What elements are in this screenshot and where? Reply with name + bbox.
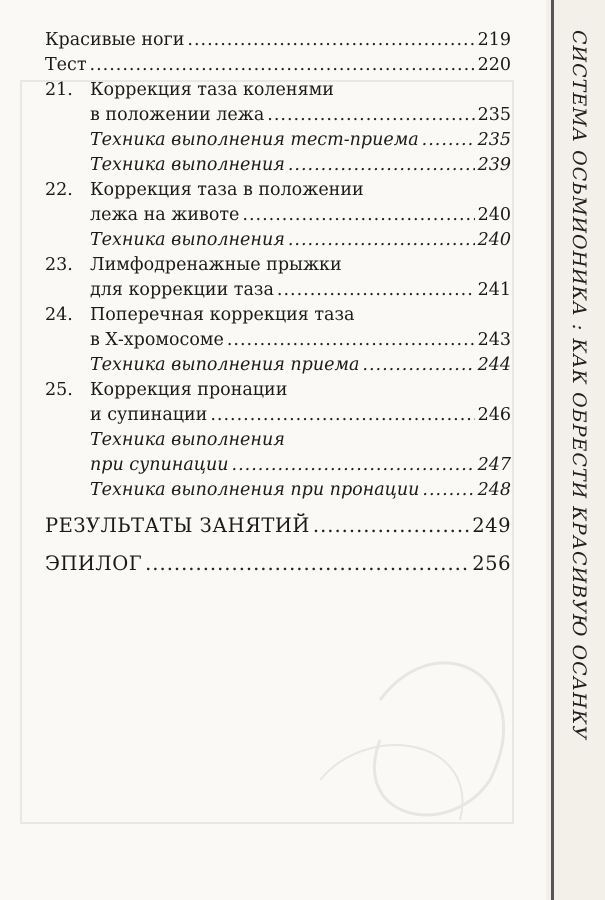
toc-entry [45, 253, 511, 278]
table-of-contents [45, 28, 511, 583]
toc-entry-title: Поперечная коррекция таза [90, 305, 355, 325]
toc-entry-title: Техника выполнения при пронации [90, 480, 420, 500]
toc-page-number: 247 [477, 455, 511, 475]
toc-entry-title: Коррекция пронации [90, 380, 288, 400]
toc-entry [45, 228, 511, 253]
toc-entry-title: для коррекции таза [90, 280, 274, 300]
running-header [556, 30, 602, 870]
toc-entry-title: и супинации [90, 405, 208, 425]
toc-entry [45, 403, 511, 428]
toc-entry-title: в положении лежа [90, 105, 265, 125]
spine-divider [551, 0, 554, 900]
toc-page-number: 248 [477, 480, 511, 500]
toc-entry-title: Техника выполнения [90, 155, 285, 175]
toc-entry-title: Техника выполнения тест-приема [90, 130, 419, 150]
toc-entry-title: Техника выполнения приема [90, 355, 360, 375]
toc-entry [45, 78, 511, 103]
dot-leader [145, 545, 469, 583]
toc-entry-number: 25. [45, 380, 73, 400]
toc-page-number: 249 [472, 514, 511, 537]
toc-entry-title: Тест [45, 55, 87, 75]
dot-leader [422, 478, 474, 503]
toc-page-number: 220 [477, 55, 511, 75]
toc-entry [45, 428, 511, 453]
toc-entry-title: Лимфодренажные прыжки [90, 255, 342, 275]
toc-entry [45, 203, 511, 228]
dot-leader [242, 203, 474, 228]
toc-entry [45, 103, 511, 128]
toc-entry [45, 53, 511, 78]
toc-entry [45, 453, 511, 478]
dot-leader [267, 103, 474, 128]
dot-leader [313, 507, 469, 545]
toc-entry-title: Коррекция таза коленями [90, 80, 334, 100]
toc-page-number: 256 [472, 552, 511, 575]
dot-leader [277, 278, 475, 303]
toc-page-number: 246 [477, 405, 511, 425]
toc-entry [45, 378, 511, 403]
toc-entry [45, 128, 511, 153]
toc-page-number: 241 [477, 280, 511, 300]
toc-section-title: ЭПИЛОГ [45, 552, 143, 575]
toc-entry [45, 278, 511, 303]
dot-leader [210, 403, 474, 428]
toc-entry [45, 353, 511, 378]
toc-page-number: 240 [477, 230, 511, 250]
dot-leader [227, 328, 475, 353]
toc-entry [45, 478, 511, 503]
toc-entry-title: лежа на животе [90, 205, 240, 225]
toc-entry [45, 178, 511, 203]
toc-entry-number: 21. [45, 80, 73, 100]
toc-entry-title: Техника выполнения [90, 430, 285, 450]
dot-leader [288, 228, 475, 253]
toc-page-number: 235 [477, 105, 511, 125]
dot-leader [90, 53, 475, 78]
dot-leader [232, 453, 475, 478]
toc-section-title: РЕЗУЛЬТАТЫ ЗАНЯТИЙ [45, 514, 310, 537]
running-header-title: КАК ОБРЕСТИ КРАСИВУЮ ОСАНКУ [568, 338, 590, 741]
toc-entry-number: 22. [45, 180, 73, 200]
toc-entry-title: Красивые ноги [45, 30, 185, 50]
toc-entry-title: Коррекция таза в положении [90, 180, 364, 200]
toc-entry-number: 23. [45, 255, 73, 275]
toc-entry [45, 303, 511, 328]
toc-entry-number: 24. [45, 305, 73, 325]
dot-leader [288, 153, 475, 178]
dot-leader [362, 353, 474, 378]
toc-entry-title: в Х-хромосоме [90, 330, 224, 350]
toc-page-number: 235 [477, 130, 511, 150]
dot-leader [187, 28, 474, 53]
toc-section [45, 507, 511, 545]
toc-page-number: 243 [477, 330, 511, 350]
toc-page-number: 240 [477, 205, 511, 225]
dot-leader [422, 128, 475, 153]
toc-entry [45, 28, 511, 53]
toc-page-number: 239 [477, 155, 511, 175]
toc-entry-title: Техника выполнения [90, 230, 285, 250]
toc-entry [45, 328, 511, 353]
toc-entry-title: при супинации [90, 455, 229, 475]
toc-entry [45, 153, 511, 178]
toc-page-number: 219 [477, 30, 511, 50]
toc-section [45, 545, 511, 583]
running-header-series: СИСТЕМА ОСЬМИОНИКА : [568, 30, 590, 332]
toc-page-number: 244 [477, 355, 511, 375]
